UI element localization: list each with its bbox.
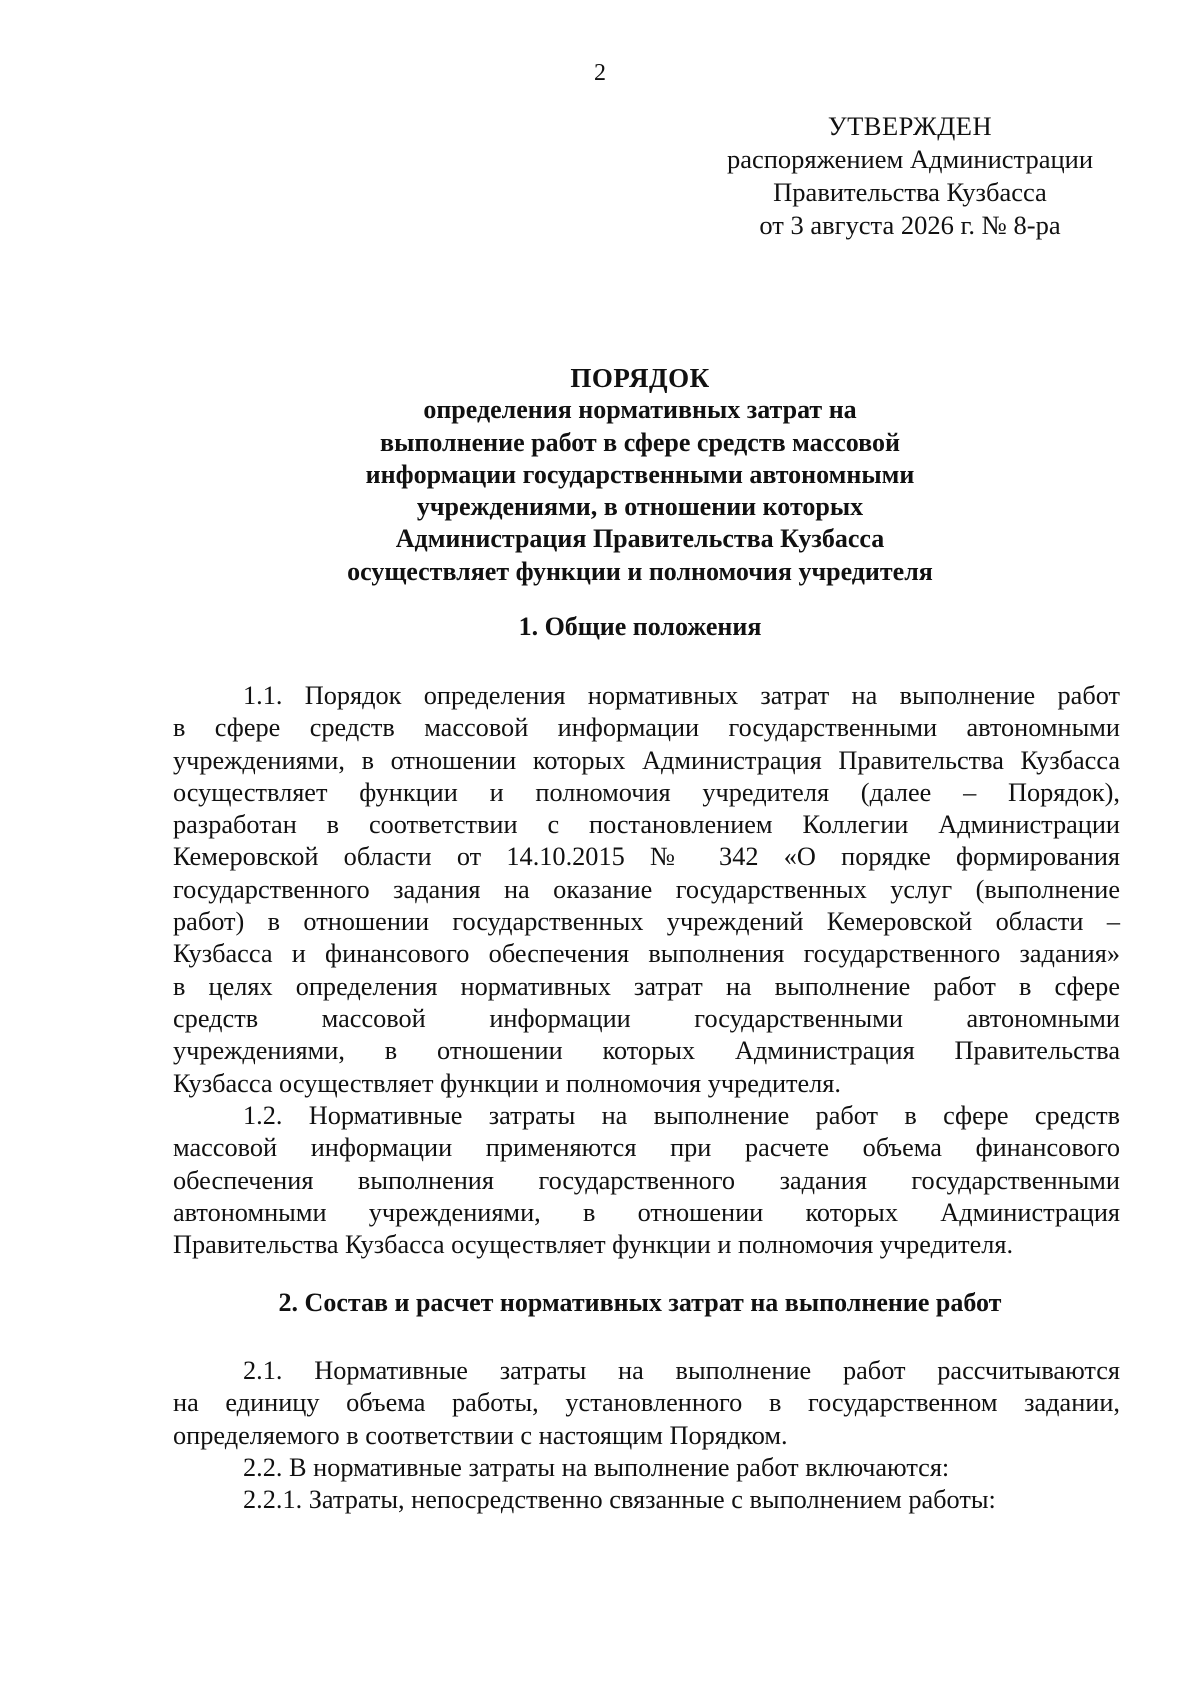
text-line: в целях определения нормативных затрат на выполнение работ в сфере [173,971,1120,1001]
text-line: Кемеровской области от 14.10.2015 № 342 «О порядке формирования [173,842,1120,872]
text-line: государственного задания на оказание государственных услуг (выполнение [173,874,1120,904]
title-line: осуществляет функции и полномочия учредителя [347,556,933,586]
text-line: 2.2.1. Затраты, непосредственно связанные с выполнением работы: [243,1485,996,1514]
text-line: работ) в отношении государственных учреждений Кемеровской области – [173,907,1120,937]
text-line: обеспечения выполнения государственного задания государственными [173,1165,1120,1195]
text-line: Кузбасса и финансового обеспечения выполнения государственного задания» [173,939,1120,969]
text-line: разработан в соответствии с постановлением Коллегии Администрации [173,810,1120,840]
text-line: 2.1. Нормативные затраты на выполнение работ рассчитываются [243,1356,1120,1385]
section-2-heading: 2. Состав и расчет нормативных затрат на выполнение работ [278,1288,1002,1317]
approval-line-3: от 3 августа 2026 г. № 8-ра [759,210,1061,240]
section-1-heading: 1. Общие положения [518,612,762,641]
text-line: автономными учреждениями, в отношении которых Администрация [173,1197,1120,1227]
title-main: ПОРЯДОК [570,363,710,393]
text-line: 1.2. Нормативные затраты на выполнение работ в сфере средств [243,1101,1120,1130]
page-number: 2 [594,60,606,86]
text-line: 2.2. В нормативные затраты на выполнение работ включаются: [243,1453,950,1482]
text-line: средств массовой информации государственными автономными [173,1003,1120,1033]
section-2-paragraph-3 [173,1484,1120,1516]
text-line: осуществляет функции и полномочия учредителя (далее – Порядок), [173,777,1120,807]
section-1-paragraph-1 [173,680,1120,1100]
text-line: учреждениями, в отношении которых Администрация Правительства Кузбасса [173,745,1120,775]
text-line: Кузбасса осуществляет функции и полномочия учредителя. [173,1068,841,1098]
title-line: выполнение работ в сфере средств массовой [380,427,900,457]
text-line: 1.1. Порядок определения нормативных затрат на выполнение работ [243,681,1120,710]
text-line: массовой информации применяются при расчете объема финансового [173,1133,1120,1163]
approval-word: УТВЕРЖДЕН [827,111,993,141]
title-line: Администрация Правительства Кузбасса [395,524,885,554]
title-line: учреждениями, в отношении которых [416,492,864,522]
approval-stamp-block [700,110,1120,242]
section-1-paragraph-2 [173,1100,1120,1261]
text-line: учреждениями, в отношении которых Администрация Правительства [173,1036,1120,1066]
text-line: на единицу объема работы, установленного в государственном задании, [173,1388,1120,1418]
section-2-paragraph-2 [173,1452,1120,1484]
section-2-paragraph-1 [173,1355,1120,1452]
text-line: определяемого в соответствии с настоящим Порядком. [173,1420,788,1450]
document-title [160,362,1120,588]
title-line: определения нормативных затрат на [423,395,857,425]
approval-line-2: Правительства Кузбасса [773,177,1047,207]
approval-line-1: распоряжением Администрации [726,144,1094,174]
text-line: Правительства Кузбасса осуществляет функции и полномочия учредителя. [173,1230,1014,1260]
text-line: в сфере средств массовой информации государственными автономными [173,713,1120,743]
title-line: информации государственными автономными [365,459,915,489]
